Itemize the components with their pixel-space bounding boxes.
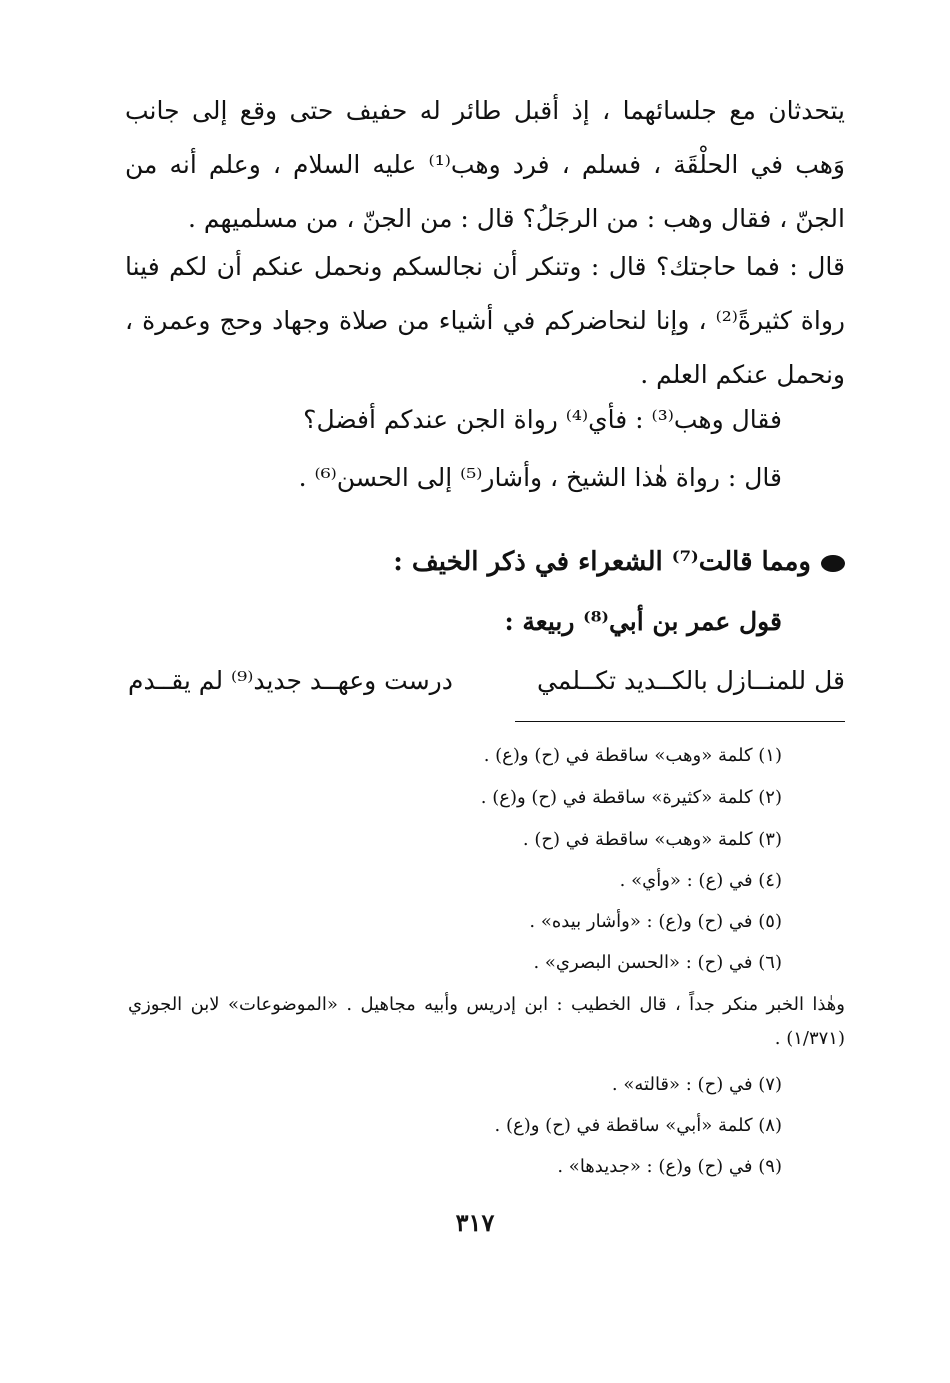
paragraph-wahb-bird: يتحدثان مع جلسائهما ، إذ أقبل طائر له حفيف حتى وقع إلى جانب وَهب في الحلْقَة ، فسلم ، فرد وهب⁽¹⁾ عليه السلام ، وعلم أنه من الجنّ ، فقال وهب : من الرجَلُ؟ قال : من الجنّ ، من مسلميهم . [125,96,846,233]
poem-attribution: قول عمر بن أبي⁽⁸⁾ ربيعة : [504,607,782,636]
footnote-9: (٩) في (ح) و(ع) : «جديدها» . [557,1156,782,1177]
verse-first-hemistich: قل للمنــازل بالكــديد تكــلمي [537,666,845,695]
dialogue-line-wahb-question: فقال وهب⁽³⁾ : فأي⁽⁴⁾ رواة الجن عندكم أفضل؟ [303,405,782,434]
verse-second-hemistich: درست وعهــد جديد⁽⁹⁾ لم يقــدم [128,666,453,695]
footnote-1: (١) كلمة «وهب» ساقطة في (ح) و(ع) . [483,745,782,766]
footnote-2: (٢) كلمة «كثيرة» ساقطة في (ح) و(ع) . [480,787,782,808]
footnote-6: (٦) في (ح) : «الحسن البصري» . [533,952,782,973]
paragraph-jinn-narrators: قال : فما حاجتك؟ قال : وتنكر أن نجالسكم ونحمل عنكم أن لكم فينا رواة كثيرةً⁽²⁾ ، وإنا لنحاضركم في أشياء من صلاة وجهاد وحج وعمرة ، ونحمل عنكم العلم . [125,252,845,389]
dialogue-line-answer: قال : رواة هٰذا الشيخ ، وأشار⁽⁵⁾ إلى الحسن⁽⁶⁾ . [298,463,782,492]
footnote-3: (٣) كلمة «وهب» ساقطة في (ح) . [522,829,782,850]
footnote-5: (٥) في (ح) و(ع) : «وأشار بيده» . [529,911,782,932]
page-number: ٣١٧ [455,1208,495,1237]
section-heading [393,540,845,584]
footnote-6-note: وهٰذا الخبر منكر جداً ، قال الخطيب : ابن إدريس وأبيه مجاهيل . «الموضوعات» لابن الجوزي (١/٣٧١) . [128,994,845,1049]
footnote-7: (٧) في (ح) : «قالته» . [611,1074,782,1095]
section-heading-text: ومما قالت⁽⁷⁾ الشعراء في ذكر الخيف : [393,547,811,577]
footnote-8: (٨) كلمة «أبي» ساقطة في (ح) و(ع) . [494,1115,782,1136]
footnote-separator [515,721,845,722]
footnote-4: (٤) في (ع) : «وأي» . [619,870,782,891]
bullet-icon [821,555,845,572]
